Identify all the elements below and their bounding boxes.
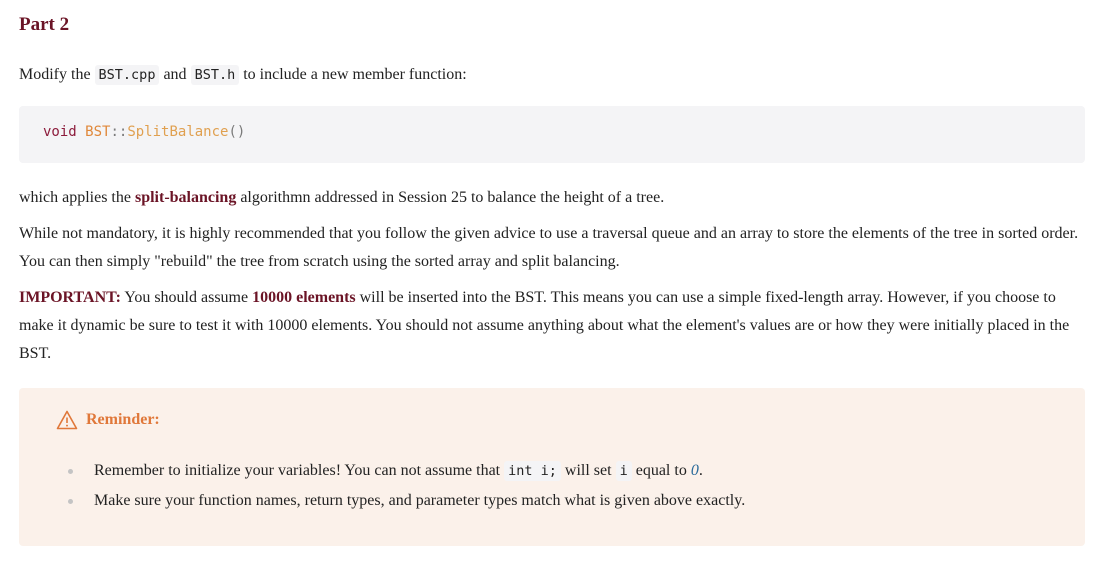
reminder-callout	[19, 388, 1085, 546]
inline-code-i: i	[616, 461, 632, 481]
which-text-2: algorithmn addressed in Session 25 to balance the height of a tree.	[236, 189, 665, 206]
inline-code-bst-h: BST.h	[191, 65, 240, 85]
intro-text-1: Modify the	[19, 66, 95, 83]
recommendation-paragraph: While not mandatory, it is highly recommended that you follow the given advice to use a traversal queue and an array to store the elements of the tree in sorted order. You can then simply "rebuild" the tree from scratch using the sorted array and split balancing.	[19, 225, 1079, 270]
reminder-item1-text-4: .	[698, 462, 703, 479]
intro-paragraph	[19, 61, 1085, 89]
reminder-item1-text-3: equal to	[631, 462, 691, 479]
important-paragraph	[19, 284, 1085, 368]
warning-icon	[56, 410, 78, 430]
intro-text-3: to include a new member function:	[239, 66, 467, 83]
important-label: IMPORTANT:	[19, 289, 121, 306]
reminder-list	[56, 456, 1048, 516]
reminder-title: Reminder:	[86, 411, 160, 428]
page-title: Part 2	[19, 14, 70, 35]
reminder-item1-text-1: Remember to initialize your variables! You can not assume that	[94, 462, 505, 479]
code-class-name: BST	[85, 124, 111, 140]
math-zero: 0	[690, 462, 699, 479]
important-text-1: You should assume	[120, 289, 253, 306]
code-keyword: void	[43, 124, 77, 140]
reminder-header	[56, 408, 1048, 432]
which-text-1: which applies the	[19, 189, 135, 206]
elements-count-bold: 10000 elements	[252, 289, 356, 306]
code-function-name: SplitBalance	[127, 124, 229, 140]
which-paragraph	[19, 184, 1085, 212]
important-text-2: will be inserted into the BST. This means you can use a simple fixed-length array. However, if you choose to make it dynamic be sure to test it with 10000 elements. You should not assume anything about what the element's values are or how they were initially placed in the BST.	[19, 289, 1070, 362]
code-scope-operator: ::	[110, 124, 128, 140]
inline-code-int-i: int i;	[504, 461, 561, 481]
split-balancing-bold: split-balancing	[134, 189, 237, 206]
intro-text-2: and	[159, 66, 191, 83]
reminder-item1-text-2: will set	[560, 462, 616, 479]
code-parens: ()	[228, 124, 246, 140]
reminder-item-initialize	[94, 456, 1048, 486]
inline-code-bst-cpp: BST.cpp	[95, 65, 160, 85]
code-block	[19, 106, 1085, 163]
reminder-item-signatures: Make sure your function names, return types, and parameter types match what is given above exactly.	[94, 486, 1048, 516]
